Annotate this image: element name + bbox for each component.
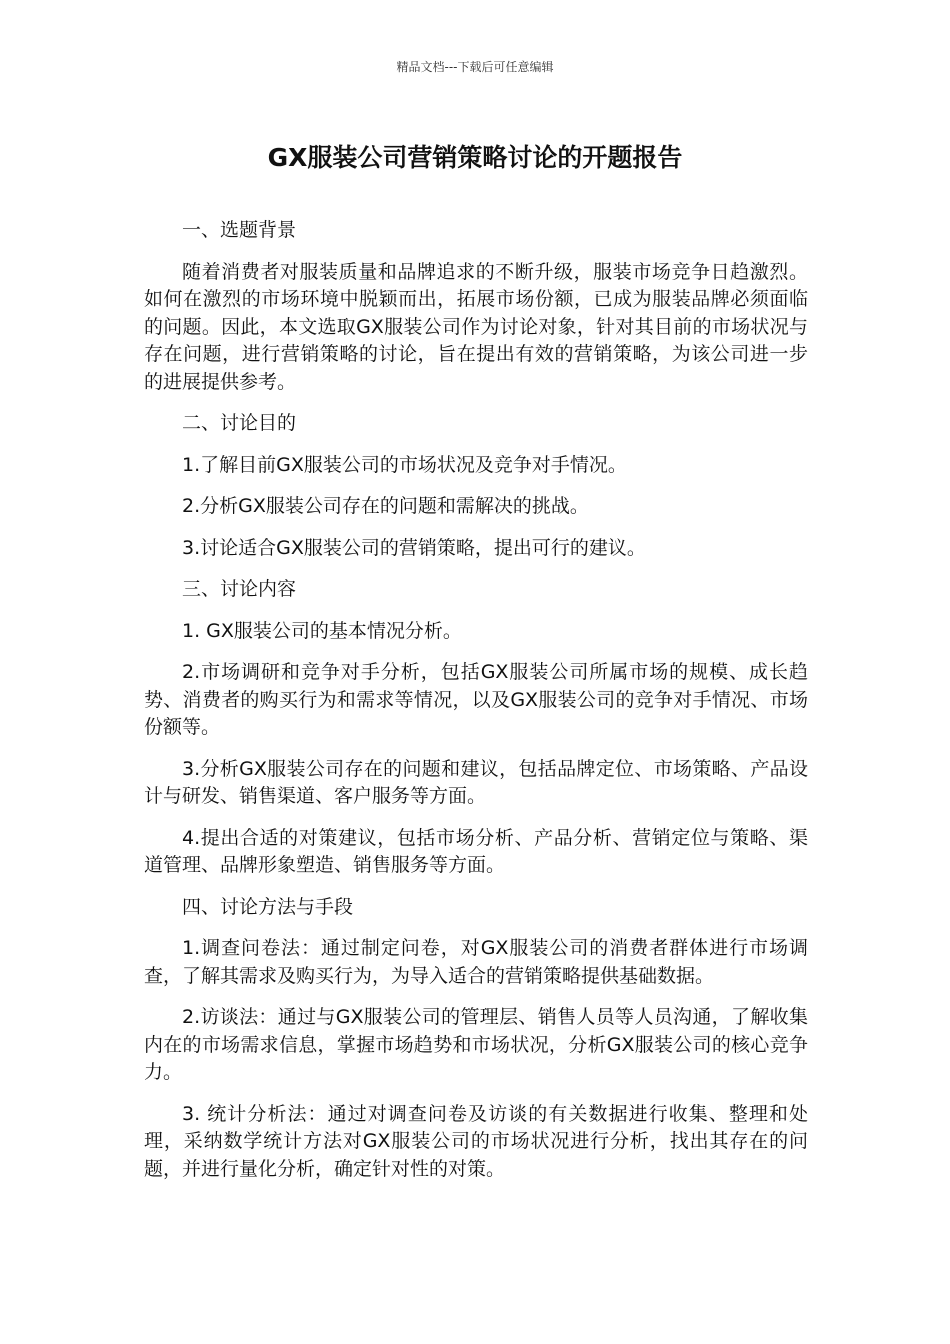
section-heading-purpose: 二、讨论目的 — [182, 412, 297, 434]
purpose-item-1: 1.了解目前GX服装公司的市场状况及竞争对手情况。 — [182, 453, 627, 476]
content-item-4: 4.提出合适的对策建议，包括市场分析、产品分析、营销定位与策略、渠道管理、品牌形象塑造、销售服务等方面。 — [144, 826, 808, 876]
section-heading-content: 三、讨论内容 — [182, 578, 297, 600]
method-item-1: 1.调查问卷法：通过制定问卷，对GX服装公司的消费者群体进行市场调查，了解其需求及购买行为，为导入适合的营销策略提供基础数据。 — [144, 937, 808, 987]
document-title: GX服装公司营销策略讨论的开题报告 — [267, 143, 683, 172]
section-heading-methods: 四、讨论方法与手段 — [182, 895, 354, 918]
content-item-2: 2.市场调研和竞争对手分析，包括GX服装公司所属市场的规模、成长趋势、消费者的购买行为和需求等情况，以及GX服装公司的竞争对手情况、市场份额等。 — [144, 661, 808, 738]
document-body — [144, 217, 808, 1197]
purpose-item-3: 3.讨论适合GX服装公司的营销策略，提出可行的建议。 — [182, 536, 646, 559]
section-heading-background: 一、选题背景 — [182, 219, 297, 241]
header-note: 精品文档---下载后可任意编辑 — [396, 60, 554, 74]
method-item-2: 2.访谈法：通过与GX服装公司的管理层、销售人员等人员沟通，了解收集内在的市场需求信息，掌握市场趋势和市场状况，分析GX服装公司的核心竞争力。 — [144, 1006, 808, 1083]
content-item-3: 3.分析GX服装公司存在的问题和建议，包括品牌定位、市场策略、产品设计与研发、销售渠道、客户服务等方面。 — [144, 757, 808, 807]
purpose-item-2: 2.分析GX服装公司存在的问题和需解决的挑战。 — [182, 495, 589, 517]
content-item-1: 1. GX服装公司的基本情况分析。 — [182, 619, 462, 642]
method-item-3: 3. 统计分析法：通过对调查问卷及访谈的有关数据进行收集、整理和处理，采纳数学统计方法对GX服装公司的市场状况进行分析，找出其存在的问题，并进行量化分析，确定针对性的对策。 — [144, 1102, 808, 1180]
paragraph-background: 随着消费者对服装质量和品牌追求的不断升级，服装市场竞争日趋激烈。如何在激烈的市场环境中脱颖而出，拓展市场份额，已成为服装品牌必须面临的问题。因此，本文选取GX服装公司作为讨论对象，针对其目前的市场状况与存在问题，进行营销策略的讨论，旨在提出有效的营销策略，为该公司进一步的进展提供参考。 — [144, 260, 808, 393]
